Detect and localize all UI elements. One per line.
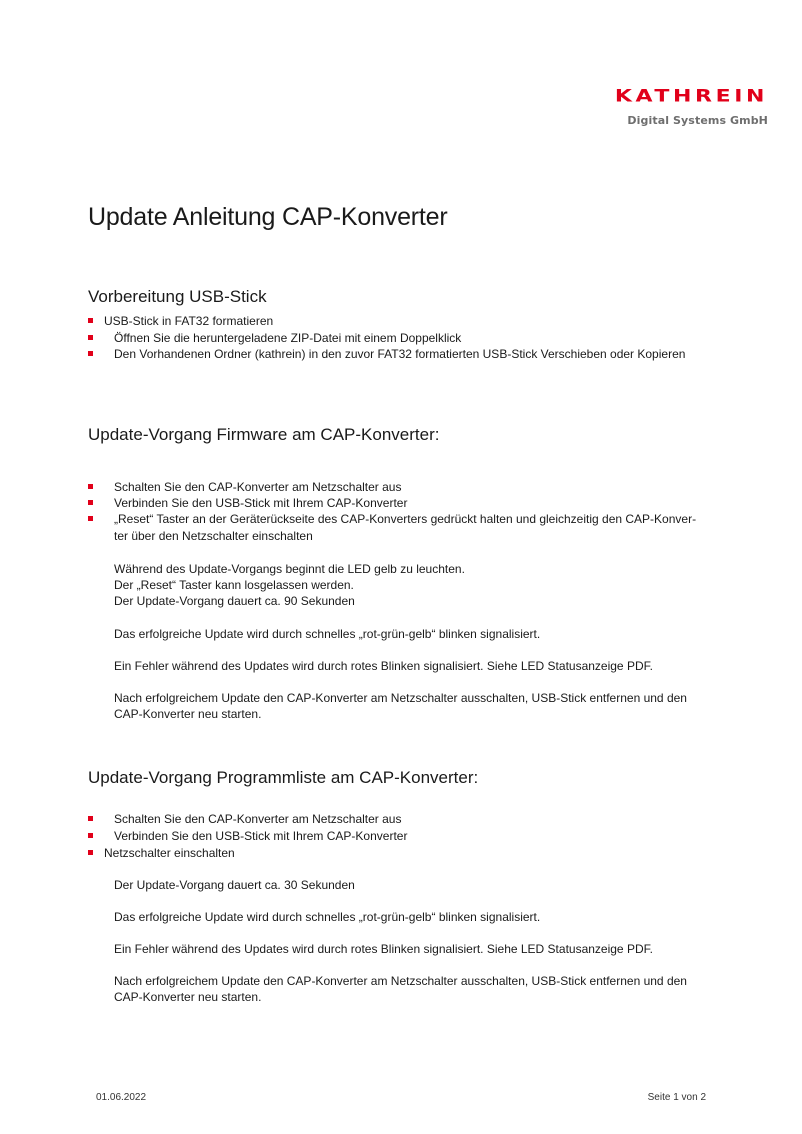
list-item-text: „Reset“ Taster an der Geräterückseite des CAP-Konverters gedrückt halten und gleichzeitig den CAP-Konver-	[114, 512, 697, 526]
list-item-text: Schalten Sie den CAP-Konverter am Netzschalter aus	[114, 480, 402, 494]
paragraph: Der Update-Vorgang dauert ca. 90 Sekunden	[114, 594, 355, 608]
bullet-icon	[88, 500, 93, 505]
bullet-icon	[88, 318, 93, 323]
list-item-text: Schalten Sie den CAP-Konverter am Netzschalter aus	[114, 812, 402, 826]
bullet-icon	[88, 484, 93, 489]
list-item-text: USB-Stick in FAT32 formatieren	[104, 314, 274, 328]
list-item-text: Öffnen Sie die heruntergeladene ZIP-Datei mit einem Doppelklick	[114, 331, 462, 345]
list-item-text: Verbinden Sie den USB-Stick mit Ihrem CAP-Konverter	[114, 496, 408, 510]
footer-page-number: Seite 1 von 2	[647, 1092, 706, 1103]
paragraph: CAP-Konverter neu starten.	[114, 990, 262, 1004]
paragraph: Das erfolgreiche Update wird durch schnelles „rot-grün-gelb“ blinken signalisiert.	[114, 910, 541, 924]
footer-date: 01.06.2022	[96, 1092, 147, 1103]
logo-subtitle: Digital Systems GmbH	[627, 114, 768, 127]
paragraph: Ein Fehler während des Updates wird durch rotes Blinken signalisiert. Siehe LED Statusanzeige PDF.	[114, 942, 653, 956]
list-item-text: Verbinden Sie den USB-Stick mit Ihrem CAP-Konverter	[114, 829, 408, 843]
section-heading-firmware: Update-Vorgang Firmware am CAP-Konverter:	[88, 425, 440, 444]
bullet-icon	[88, 351, 93, 356]
bullet-icon	[88, 833, 93, 838]
list-item-continuation: ter über den Netzschalter einschalten	[114, 529, 313, 543]
bullet-icon	[88, 850, 93, 855]
paragraph: Nach erfolgreichem Update den CAP-Konverter am Netzschalter ausschalten, USB-Stick entfernen und den	[114, 691, 687, 705]
section-heading-usb: Vorbereitung USB-Stick	[88, 287, 267, 306]
paragraph: Ein Fehler während des Updates wird durch rotes Blinken signalisiert. Siehe LED Statusanzeige PDF.	[114, 659, 653, 673]
paragraph: Während des Update-Vorgangs beginnt die LED gelb zu leuchten.	[114, 562, 465, 576]
bullet-icon	[88, 816, 93, 821]
list-item-text: Den Vorhandenen Ordner (kathrein) in den zuvor FAT32 formatierten USB-Stick Verschieben oder Kopieren	[114, 347, 686, 361]
page-title: Update Anleitung CAP-Konverter	[88, 203, 448, 231]
paragraph: Nach erfolgreichem Update den CAP-Konverter am Netzschalter ausschalten, USB-Stick entfernen und den	[114, 974, 687, 988]
paragraph: Das erfolgreiche Update wird durch schnelles „rot-grün-gelb“ blinken signalisiert.	[114, 627, 541, 641]
paragraph: CAP-Konverter neu starten.	[114, 707, 262, 721]
paragraph: Der „Reset“ Taster kann losgelassen werden.	[114, 578, 354, 592]
list-item-text: Netzschalter einschalten	[104, 846, 235, 860]
bullet-icon	[88, 516, 93, 521]
kathrein-logo: KATHREIN	[614, 86, 768, 106]
bullet-icon	[88, 335, 93, 340]
paragraph: Der Update-Vorgang dauert ca. 30 Sekunden	[114, 878, 355, 892]
section-heading-programmliste: Update-Vorgang Programmliste am CAP-Konverter:	[88, 768, 479, 787]
